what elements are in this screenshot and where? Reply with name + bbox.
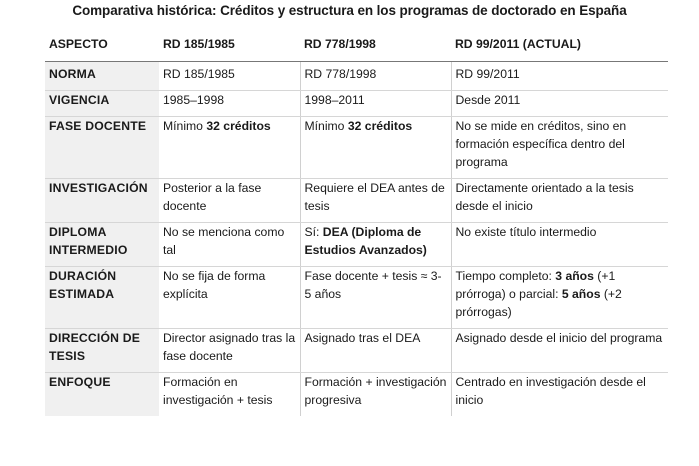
cell-text: (+1 prórroga) o parcial:: [455, 269, 616, 301]
cell-text: Formación en investigación + tesis: [163, 375, 273, 407]
cell-rd-1998: [300, 91, 451, 117]
cell-rd-2011: [451, 117, 668, 179]
cell-text: Mínimo: [304, 119, 348, 133]
cell-rd-2011: [451, 373, 668, 417]
cell-text: (+2 prórrogas): [455, 287, 622, 319]
row-aspect-label: INVESTIGACIÓN: [45, 179, 159, 223]
table-row: [45, 179, 668, 223]
cell-rd-1985: [159, 179, 300, 223]
cell-text: No se fija de forma explícita: [163, 269, 266, 301]
cell-rd-2011: [451, 179, 668, 223]
cell-rd-1998: [300, 373, 451, 417]
cell-rd-2011: [451, 267, 668, 329]
cell-rd-1985: [159, 117, 300, 179]
cell-text: RD 99/2011: [455, 67, 520, 81]
cell-rd-1985: [159, 373, 300, 417]
cell-rd-2011: [451, 223, 668, 267]
cell-text-bold: 32 créditos: [206, 119, 271, 133]
header-rd-2011: RD 99/2011 (ACTUAL): [451, 32, 668, 62]
cell-rd-1985: [159, 329, 300, 373]
cell-rd-1998: [300, 62, 451, 91]
cell-rd-1985: [159, 267, 300, 329]
cell-text-bold: DEA (Diploma de Estudios Avanzados): [304, 225, 427, 257]
cell-rd-1998: [300, 267, 451, 329]
cell-text: Desde 2011: [455, 93, 521, 107]
cell-text-bold: 5 años: [561, 287, 601, 301]
table-row: [45, 373, 668, 417]
row-aspect-label: ENFOQUE: [45, 373, 159, 417]
cell-rd-1985: [159, 91, 300, 117]
table-row: [45, 329, 668, 373]
cell-text: Tiempo completo:: [455, 269, 556, 283]
cell-text: Directamente orientado a la tesis desde el inicio: [455, 181, 634, 213]
cell-text: No existe título intermedio: [455, 225, 597, 239]
table-row: [45, 91, 668, 117]
row-aspect-label: DURACIÓN ESTIMADA: [45, 267, 159, 329]
comparison-table: [45, 32, 668, 416]
cell-rd-2011: [451, 62, 668, 91]
cell-text: Centrado en investigación desde el inicio: [455, 375, 646, 407]
row-aspect-label: DIPLOMA INTERMEDIO: [45, 223, 159, 267]
cell-text: No se mide en créditos, sino en formación específica dentro del programa: [455, 119, 627, 169]
cell-text: RD 778/1998: [304, 67, 377, 81]
header-aspect: ASPECTO: [45, 32, 159, 62]
cell-text: 1998–2011: [304, 93, 365, 107]
row-aspect-label: VIGENCIA: [45, 91, 159, 117]
cell-text: Formación + investigación progresiva: [304, 375, 447, 407]
cell-text: Mínimo: [163, 119, 207, 133]
cell-text: 1985–1998: [163, 93, 225, 107]
cell-text: Posterior a la fase docente: [163, 181, 262, 213]
cell-text: No se menciona como tal: [163, 225, 285, 257]
table-row: [45, 267, 668, 329]
table-header-row: [45, 32, 668, 62]
cell-text: Requiere el DEA antes de tesis: [304, 181, 445, 213]
table-row: [45, 223, 668, 267]
page-title: Comparativa histórica: Créditos y estructura en los programas de doctorado en España: [72, 3, 627, 18]
cell-rd-2011: [451, 329, 668, 373]
cell-rd-1985: [159, 62, 300, 91]
header-rd-1998: RD 778/1998: [300, 32, 451, 62]
row-aspect-label: DIRECCIÓN DE TESIS: [45, 329, 159, 373]
cell-rd-1998: [300, 223, 451, 267]
table-row: [45, 62, 668, 91]
cell-text: Asignado tras el DEA: [304, 331, 421, 345]
cell-text: Director asignado tras la fase docente: [163, 331, 296, 363]
cell-text: RD 185/1985: [163, 67, 235, 81]
header-rd-1985: RD 185/1985: [159, 32, 300, 62]
cell-rd-1998: [300, 179, 451, 223]
table-row: [45, 117, 668, 179]
cell-text: Asignado desde el inicio del programa: [455, 331, 663, 345]
cell-text-bold: 32 créditos: [347, 119, 413, 133]
cell-text: Fase docente + tesis ≈ 3-5 años: [304, 269, 442, 301]
cell-rd-1998: [300, 329, 451, 373]
cell-rd-1998: [300, 117, 451, 179]
cell-text: Sí:: [304, 225, 323, 239]
row-aspect-label: FASE DOCENTE: [45, 117, 159, 179]
row-aspect-label: NORMA: [45, 62, 159, 91]
table-body: [45, 62, 668, 417]
cell-rd-1985: [159, 223, 300, 267]
cell-text-bold: 3 años: [555, 269, 594, 283]
cell-rd-2011: [451, 91, 668, 117]
